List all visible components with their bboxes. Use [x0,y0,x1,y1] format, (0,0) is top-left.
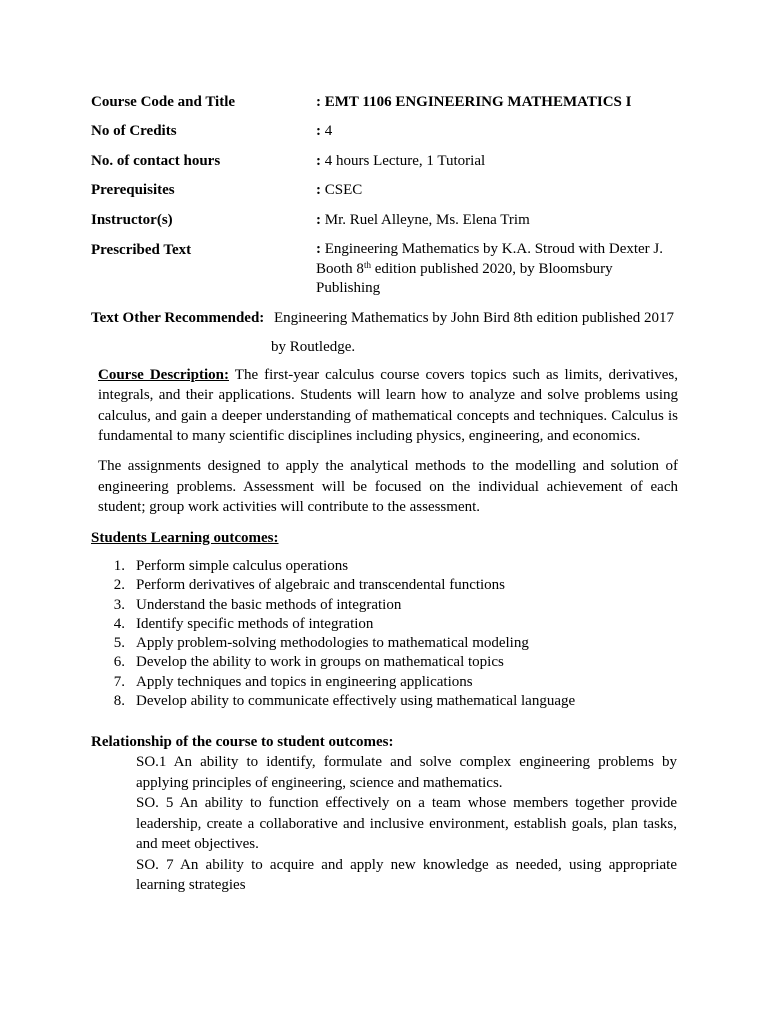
list-item-text: Develop ability to communicate effectively using mathematical language [136,693,576,710]
contact-hours-label: No. of contact hours [91,153,221,169]
list-item-text: Apply problem-solving methodologies to mathematical modeling [136,635,529,652]
list-item-text: Identify specific methods of integration [136,615,374,632]
prescribed-text-value-continued: edition published 2020, by Bloomsbury Publishing [316,260,613,296]
contact-hours-row [91,151,691,171]
learning-outcomes-list [91,557,671,711]
contact-hours-value-wrap [316,151,485,171]
separator-colon: : [316,153,321,169]
list-item-text: Perform derivatives of algebraic and transcendental functions [136,577,506,594]
separator-colon: : [316,241,321,257]
prerequisites-value: CSEC [324,182,363,198]
ordinal-superscript: th [363,259,371,270]
course-code-row [91,92,691,112]
student-outcome-item: SO. 7 An ability to acquire and apply new knowledge as needed, using appropriate learning strategies [136,856,677,893]
list-item-text: Understand the basic methods of integration [136,596,402,613]
list-item-text: Perform simple calculus operations [136,558,349,574]
prerequisites-row [91,180,691,200]
student-outcomes-heading: Relationship of the course to student outcomes: [91,734,394,750]
prescribed-text-value: Engineering Mathematics by K.A. Stroud with Dexter J. Booth 8 [316,241,664,277]
course-code-label: Course Code and Title [91,94,236,110]
list-number: 2. [113,577,125,594]
instructors-row [91,210,691,230]
list-item [91,615,671,634]
student-outcomes-list [136,752,677,896]
list-number: 8. [113,693,125,710]
learning-outcomes-heading: Students Learning outcomes: [91,530,279,546]
list-number: 6. [113,654,125,671]
list-number: 4. [113,615,125,632]
instructors-value: Mr. Ruel Alleyne, Ms. Elena Trim [324,212,530,228]
separator-colon: : [316,123,321,139]
list-item-text: Apply techniques and topics in engineering applications [136,673,473,690]
list-number: 5. [113,635,125,652]
credits-label: No of Credits [91,123,177,139]
prescribed-text-value-wrap [316,240,671,299]
list-item [91,673,671,692]
contact-hours-value: 4 hours Lecture, 1 Tutorial [324,153,486,169]
separator-colon: : [316,94,321,110]
list-item [91,653,671,672]
course-description-text: The first-year calculus course covers topics such as limits, derivatives, integrals, and their applications. Students will learn how to analyze and solve problems using calculus, and gain a deeper understanding of mathematical concepts and techniques. Calculus is fundamental to many scientific disciplines including physics, engineering, and economics. [98,367,679,444]
course-code-value: EMT 1106 ENGINEERING MATHEMATICS I [324,94,632,110]
prescribed-text-row [91,240,691,296]
student-outcome-item: SO. 5 An ability to function effectively on a team whose members together provide leadership, create a collaborative and inclusive environment, establish goals, plan tasks, and meet objectives. [136,795,677,852]
prescribed-text-label: Prescribed Text [91,242,192,258]
credits-row [91,121,691,141]
course-description-heading: Course Description: [98,367,230,383]
prerequisites-label: Prerequisites [91,182,175,198]
list-item [91,596,671,615]
course-description [98,365,678,446]
instructors-value-wrap [316,210,530,230]
student-outcome-item: SO.1 An ability to identify, formulate and solve complex engineering problems by applying principles of engineering, science and mathematics. [136,754,677,791]
assessment-paragraph: The assignments designed to apply the analytical methods to the modelling and solution of engineering problems. Assessment will be focused on the individual achievement of each student; group work activities will contribute to the assessment. [98,458,678,515]
list-number: 1. [113,558,125,574]
other-recommended-label: Text Other Recommended: [91,310,265,326]
credits-value-wrap [316,121,332,141]
separator-colon: : [316,182,321,198]
separator-colon: : [316,212,321,228]
course-code-value-wrap [316,92,631,112]
list-number: 7. [113,673,125,690]
prerequisites-value-wrap [316,180,362,200]
instructors-label: Instructor(s) [91,212,173,228]
list-item [91,634,671,653]
list-number: 3. [113,596,125,613]
list-item [91,557,671,576]
list-item [91,576,671,595]
other-recommended-value-continued: by Routledge. [271,339,356,355]
list-item-text: Develop the ability to work in groups on mathematical topics [136,654,504,671]
other-recommended-value: Engineering Mathematics by John Bird 8th edition published 2017 [274,310,674,326]
list-item [91,692,671,711]
credits-value: 4 [324,123,333,139]
